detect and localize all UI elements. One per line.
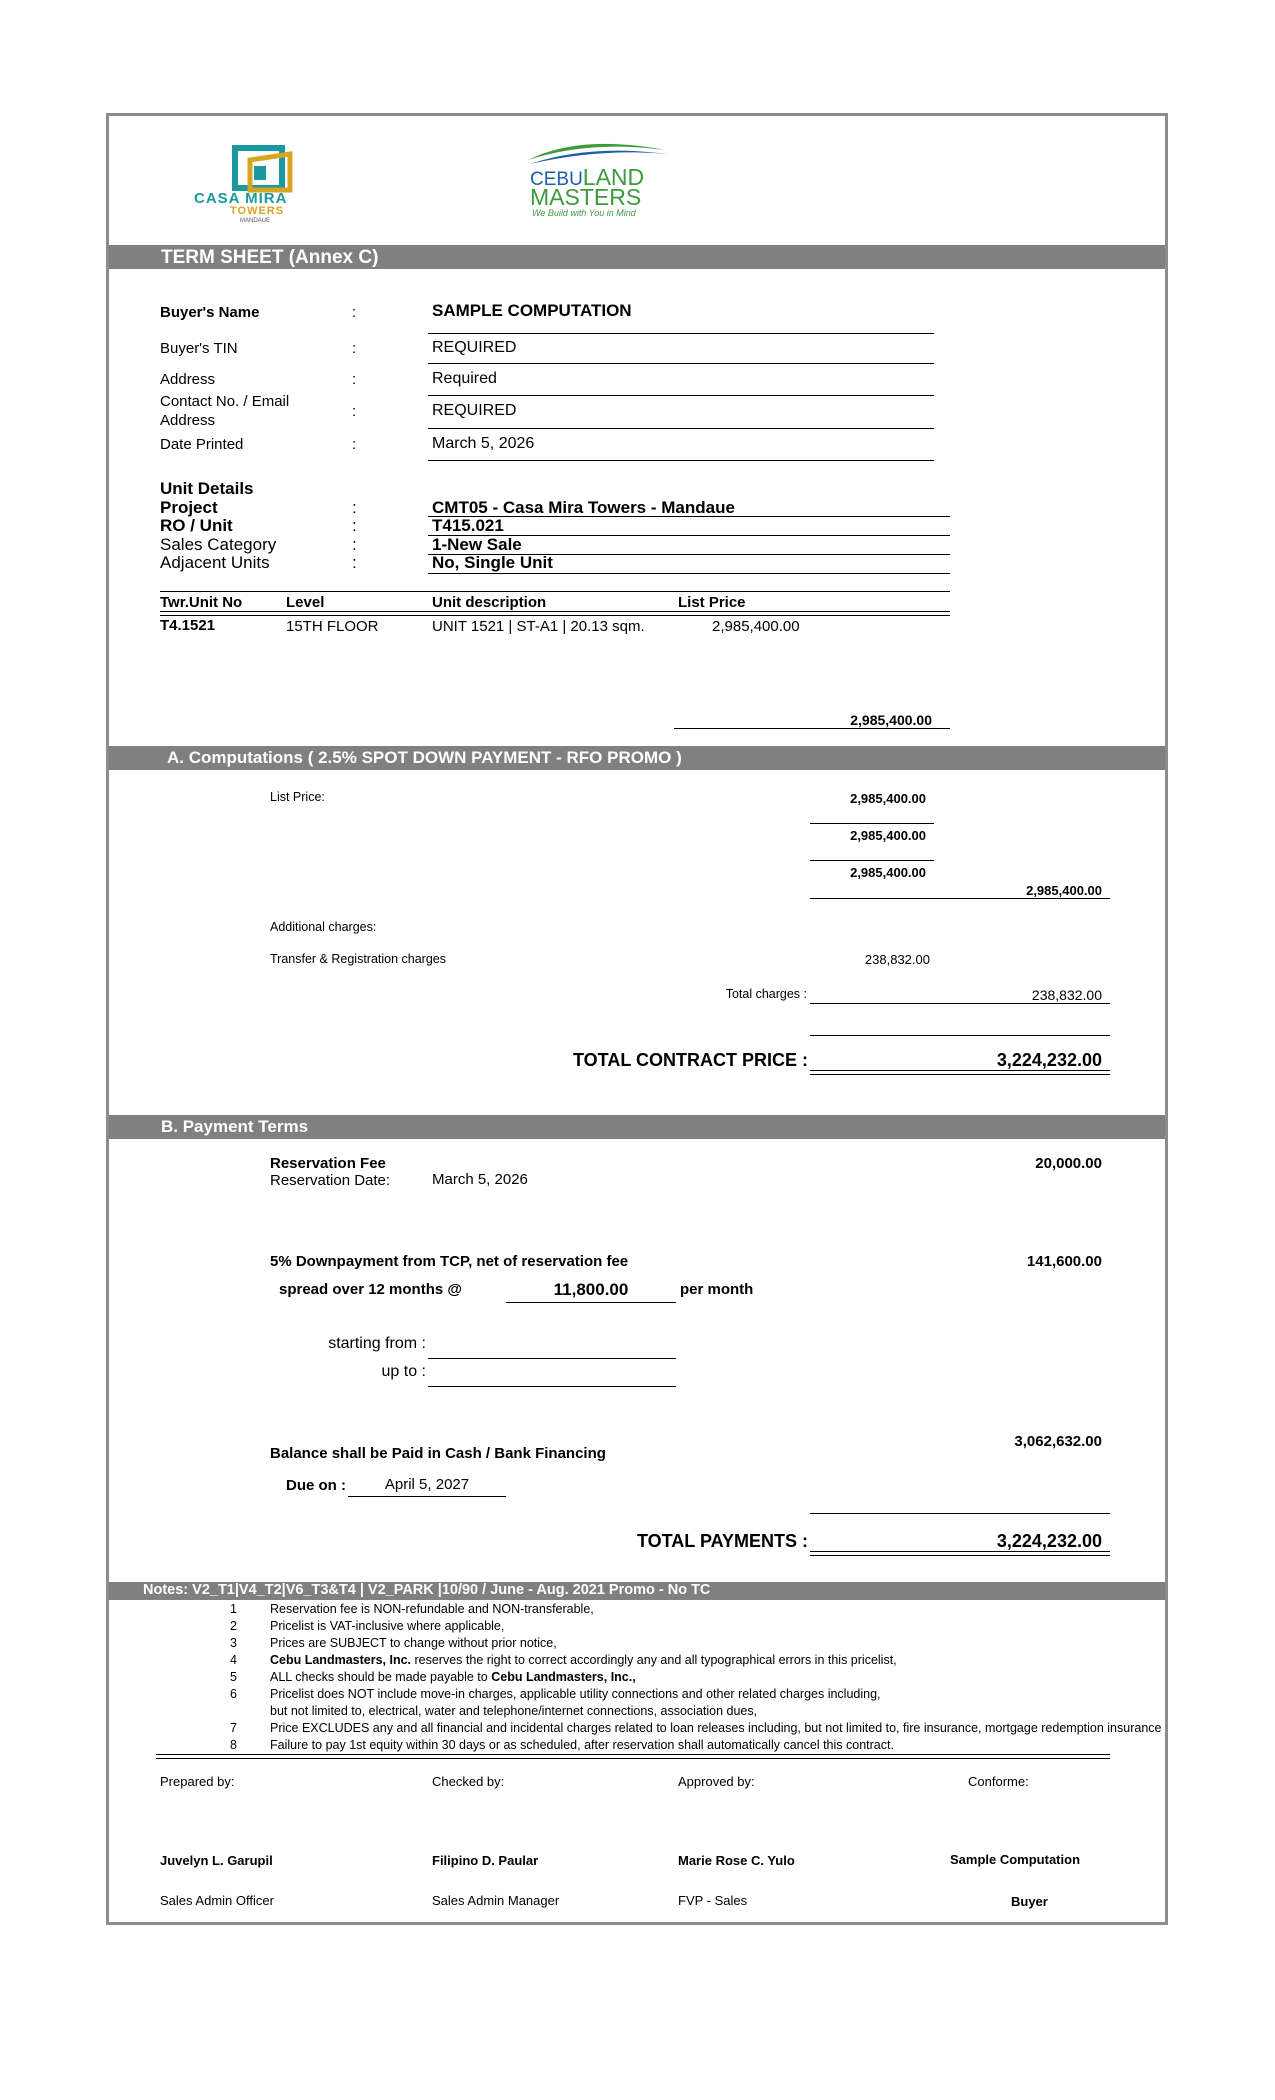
buyer-name-label: Buyer's Name: [160, 304, 260, 321]
transfer-charges-value: 238,832.00: [864, 952, 930, 967]
adjacent-units-value: No, Single Unit: [432, 553, 553, 572]
conforme-title: Buyer: [1011, 1894, 1048, 1909]
prepared-by-name: Juvelyn L. Garupil: [160, 1853, 273, 1868]
note-number: 3: [230, 1636, 237, 1650]
project-value: CMT05 - Casa Mira Towers - Mandaue: [432, 498, 735, 517]
ro-unit-value: T415.021: [432, 516, 504, 535]
contact-value: REQUIRED: [432, 402, 517, 419]
project-colon: :: [352, 498, 357, 517]
adjacent-units-colon: :: [352, 553, 357, 572]
total-payments-value: 3,224,232.00: [996, 1531, 1102, 1551]
clm-land: LAND: [582, 164, 645, 190]
balance-value: 3,062,632.00: [1014, 1433, 1102, 1450]
conforme-name: Sample Computation: [950, 1852, 1081, 1867]
total-charges-value: 238,832.00: [1031, 987, 1102, 1003]
clm-masters: MASTERS: [530, 184, 642, 210]
date-printed-colon: :: [352, 436, 357, 453]
due-on-value: April 5, 2027: [384, 1476, 470, 1493]
buyer-tin-line: [428, 363, 934, 364]
note-text-rest: reserves the right to correct accordingly any and all typographical errors in this pricelist,: [411, 1653, 897, 1667]
per-month-label: per month: [680, 1281, 754, 1298]
tcp-value: 3,224,232.00: [996, 1050, 1102, 1070]
date-printed-label: Date Printed: [160, 436, 244, 453]
pre-total-payments-line: [810, 1513, 1110, 1514]
total-charges-line: [810, 1003, 1110, 1004]
prepared-by-title: Sales Admin Officer: [160, 1893, 274, 1908]
list-price-value-2: 2,985,400.00: [850, 828, 926, 843]
sales-category-colon: :: [352, 535, 357, 554]
list-price-value-3: 2,985,400.00: [850, 865, 926, 880]
list-price-line-2: [810, 860, 934, 861]
note-number: 4: [230, 1653, 237, 1667]
page-title: TERM SHEET (Annex C): [161, 247, 379, 268]
sales-category-label: Sales Category: [160, 535, 277, 554]
address-line: [428, 395, 934, 396]
sales-category-value: 1-New Sale: [432, 535, 522, 554]
date-printed-line: [428, 460, 934, 461]
downpayment-value: 141,600.00: [1026, 1253, 1102, 1270]
casa-mira-city: MANDAUE: [240, 218, 271, 224]
unit-row-level: 15TH FLOOR: [286, 618, 379, 635]
unit-row-description: UNIT 1521 | ST-A1 | 20.13 sqm.: [432, 618, 645, 635]
unit-table-header-unit-no: Twr.Unit No: [160, 594, 243, 611]
date-printed-value: March 5, 2026: [432, 435, 535, 452]
prepared-by-label: Prepared by:: [160, 1774, 235, 1789]
unit-row-list-price: 2,985,400.00: [712, 618, 800, 635]
tcp-label: TOTAL CONTRACT PRICE :: [573, 1050, 808, 1070]
approved-by-label: Approved by:: [678, 1774, 755, 1789]
due-on-label: Due on :: [286, 1477, 346, 1494]
project-line: [428, 516, 950, 517]
unit-table-top-line: [160, 591, 950, 592]
unit-table-header-description: Unit description: [432, 594, 547, 611]
note-text: Pricelist does NOT include move-in charges, applicable utility connections and other related charges including,: [270, 1687, 881, 1701]
monthly-amount-line: [506, 1302, 676, 1303]
payment-terms-header: [109, 1115, 1165, 1139]
note-number: 5: [230, 1670, 237, 1684]
additional-charges-label: Additional charges:: [270, 920, 377, 934]
computations-title: A. Computations ( 2.5% SPOT DOWN PAYMENT - RFO PROMO ): [167, 748, 682, 767]
buyer-tin-colon: :: [352, 340, 357, 357]
total-payments-label: TOTAL PAYMENTS :: [636, 1531, 808, 1551]
note-text: Failure to pay 1st equity within 30 days or as scheduled, after reservation shall automatically cancel this contract.: [270, 1738, 894, 1752]
note-company-name: Cebu Landmasters, Inc.,: [491, 1670, 636, 1684]
buyer-name-line: [428, 333, 934, 334]
notes-header: [109, 1582, 1165, 1600]
reservation-fee-label: Reservation Fee: [270, 1155, 386, 1172]
contact-line: [428, 428, 934, 429]
note-number: 7: [230, 1721, 237, 1735]
reservation-date-label: Reservation Date:: [270, 1172, 391, 1189]
approved-by-name: Marie Rose C. Yulo: [678, 1853, 795, 1868]
notes-title: Notes: V2_T1|V4_T2|V6_T3&T4 | V2_PARK |10/90 / June - Aug. 2021 Promo - No TC: [143, 1582, 711, 1598]
note-text: [270, 1653, 897, 1667]
buyer-name-colon: :: [352, 304, 357, 321]
pre-tcp-line: [810, 1035, 1110, 1036]
note-company-name: Cebu Landmasters, Inc.: [270, 1653, 412, 1667]
unit-table-header-list-price: List Price: [678, 594, 746, 611]
note-text: [270, 1670, 636, 1684]
ro-unit-colon: :: [352, 516, 357, 535]
adjacent-units-line: [428, 573, 950, 574]
note-number: 1: [230, 1602, 237, 1616]
payment-terms-title: B. Payment Terms: [161, 1117, 309, 1136]
approved-by-title: FVP - Sales: [678, 1893, 748, 1908]
casa-mira-logo: [190, 140, 330, 230]
term-sheet-header: [109, 245, 1165, 269]
buyer-tin-value: REQUIRED: [432, 339, 517, 356]
note-text: Price EXCLUDES any and all financial and incidental charges related to loan releases including, but not limited to, fire insurance, mortgage redemption insurance: [270, 1721, 1162, 1735]
unit-table-header-line: [160, 611, 950, 616]
address-label: Address: [160, 371, 216, 388]
unit-table-total-line: [674, 728, 950, 729]
checked-by-label: Checked by:: [432, 1774, 505, 1789]
unit-row-unit-no: T4.1521: [160, 617, 216, 634]
note-text: Prices are SUBJECT to change without prior notice,: [270, 1636, 557, 1650]
list-price-line-1: [810, 823, 934, 824]
contact-label-1: Contact No. / Email: [160, 393, 290, 410]
reservation-date-value: March 5, 2026: [432, 1171, 528, 1188]
cebu-landmasters-logo: [520, 138, 670, 223]
due-on-line: [348, 1496, 506, 1497]
up-to-field: [428, 1386, 676, 1387]
downpayment-label: 5% Downpayment from TCP, net of reservation fee: [270, 1253, 629, 1270]
list-price-total: 2,985,400.00: [1026, 883, 1102, 898]
note-text-start: ALL checks should be made payable to: [270, 1670, 492, 1684]
contact-label-2: Address: [160, 412, 216, 429]
notes-bottom-line: [156, 1754, 1110, 1759]
casa-mira-towers: TOWERS: [230, 205, 285, 217]
note-text: Reservation fee is NON-refundable and NON-transferable,: [270, 1602, 594, 1616]
monthly-amount: 11,800.00: [553, 1280, 629, 1299]
total-payments-line: [810, 1551, 1110, 1556]
up-to-label: up to :: [381, 1363, 426, 1380]
unit-table-header-level: Level: [286, 594, 325, 611]
checked-by-name: Filipino D. Paular: [432, 1853, 539, 1868]
note-number: 6: [230, 1687, 237, 1701]
buyer-tin-label: Buyer's TIN: [160, 340, 238, 357]
ro-unit-label: RO / Unit: [160, 516, 233, 535]
address-value: Required: [432, 370, 497, 387]
note-text-continued: but not limited to, electrical, water and telephone/internet connections, association dues,: [270, 1704, 758, 1718]
buyer-name-value: SAMPLE COMPUTATION: [432, 301, 632, 320]
note-number: 8: [230, 1738, 237, 1752]
tcp-line: [810, 1070, 1110, 1075]
list-price-label: List Price:: [270, 790, 325, 804]
clm-cebu: CEBU: [530, 169, 583, 190]
transfer-charges-label: Transfer & Registration charges: [270, 952, 447, 966]
project-label: Project: [160, 498, 218, 517]
total-charges-label: Total charges :: [725, 987, 807, 1001]
casa-mira-name: CASA MIRA: [194, 190, 288, 207]
conforme-label: Conforme:: [968, 1774, 1029, 1789]
computations-header: [109, 746, 1165, 770]
note-number: 2: [230, 1619, 237, 1633]
checked-by-title: Sales Admin Manager: [432, 1893, 560, 1908]
spread-label: spread over 12 months @: [279, 1281, 463, 1298]
adjacent-units-label: Adjacent Units: [160, 553, 270, 572]
list-price-total-line: [810, 898, 1110, 899]
unit-table-total: 2,985,400.00: [850, 712, 932, 728]
starting-from-field: [428, 1358, 676, 1359]
starting-from-label: starting from :: [328, 1335, 426, 1352]
clm-tagline: We Build with You in Mind: [532, 208, 636, 218]
note-text: Pricelist is VAT-inclusive where applicable,: [270, 1619, 505, 1633]
contact-colon: :: [352, 403, 357, 420]
address-colon: :: [352, 371, 357, 388]
list-price-value-1: 2,985,400.00: [850, 791, 926, 806]
unit-details-heading: Unit Details: [160, 479, 254, 498]
balance-label: Balance shall be Paid in Cash / Bank Financing: [270, 1445, 606, 1462]
reservation-fee-value: 20,000.00: [1035, 1155, 1102, 1172]
